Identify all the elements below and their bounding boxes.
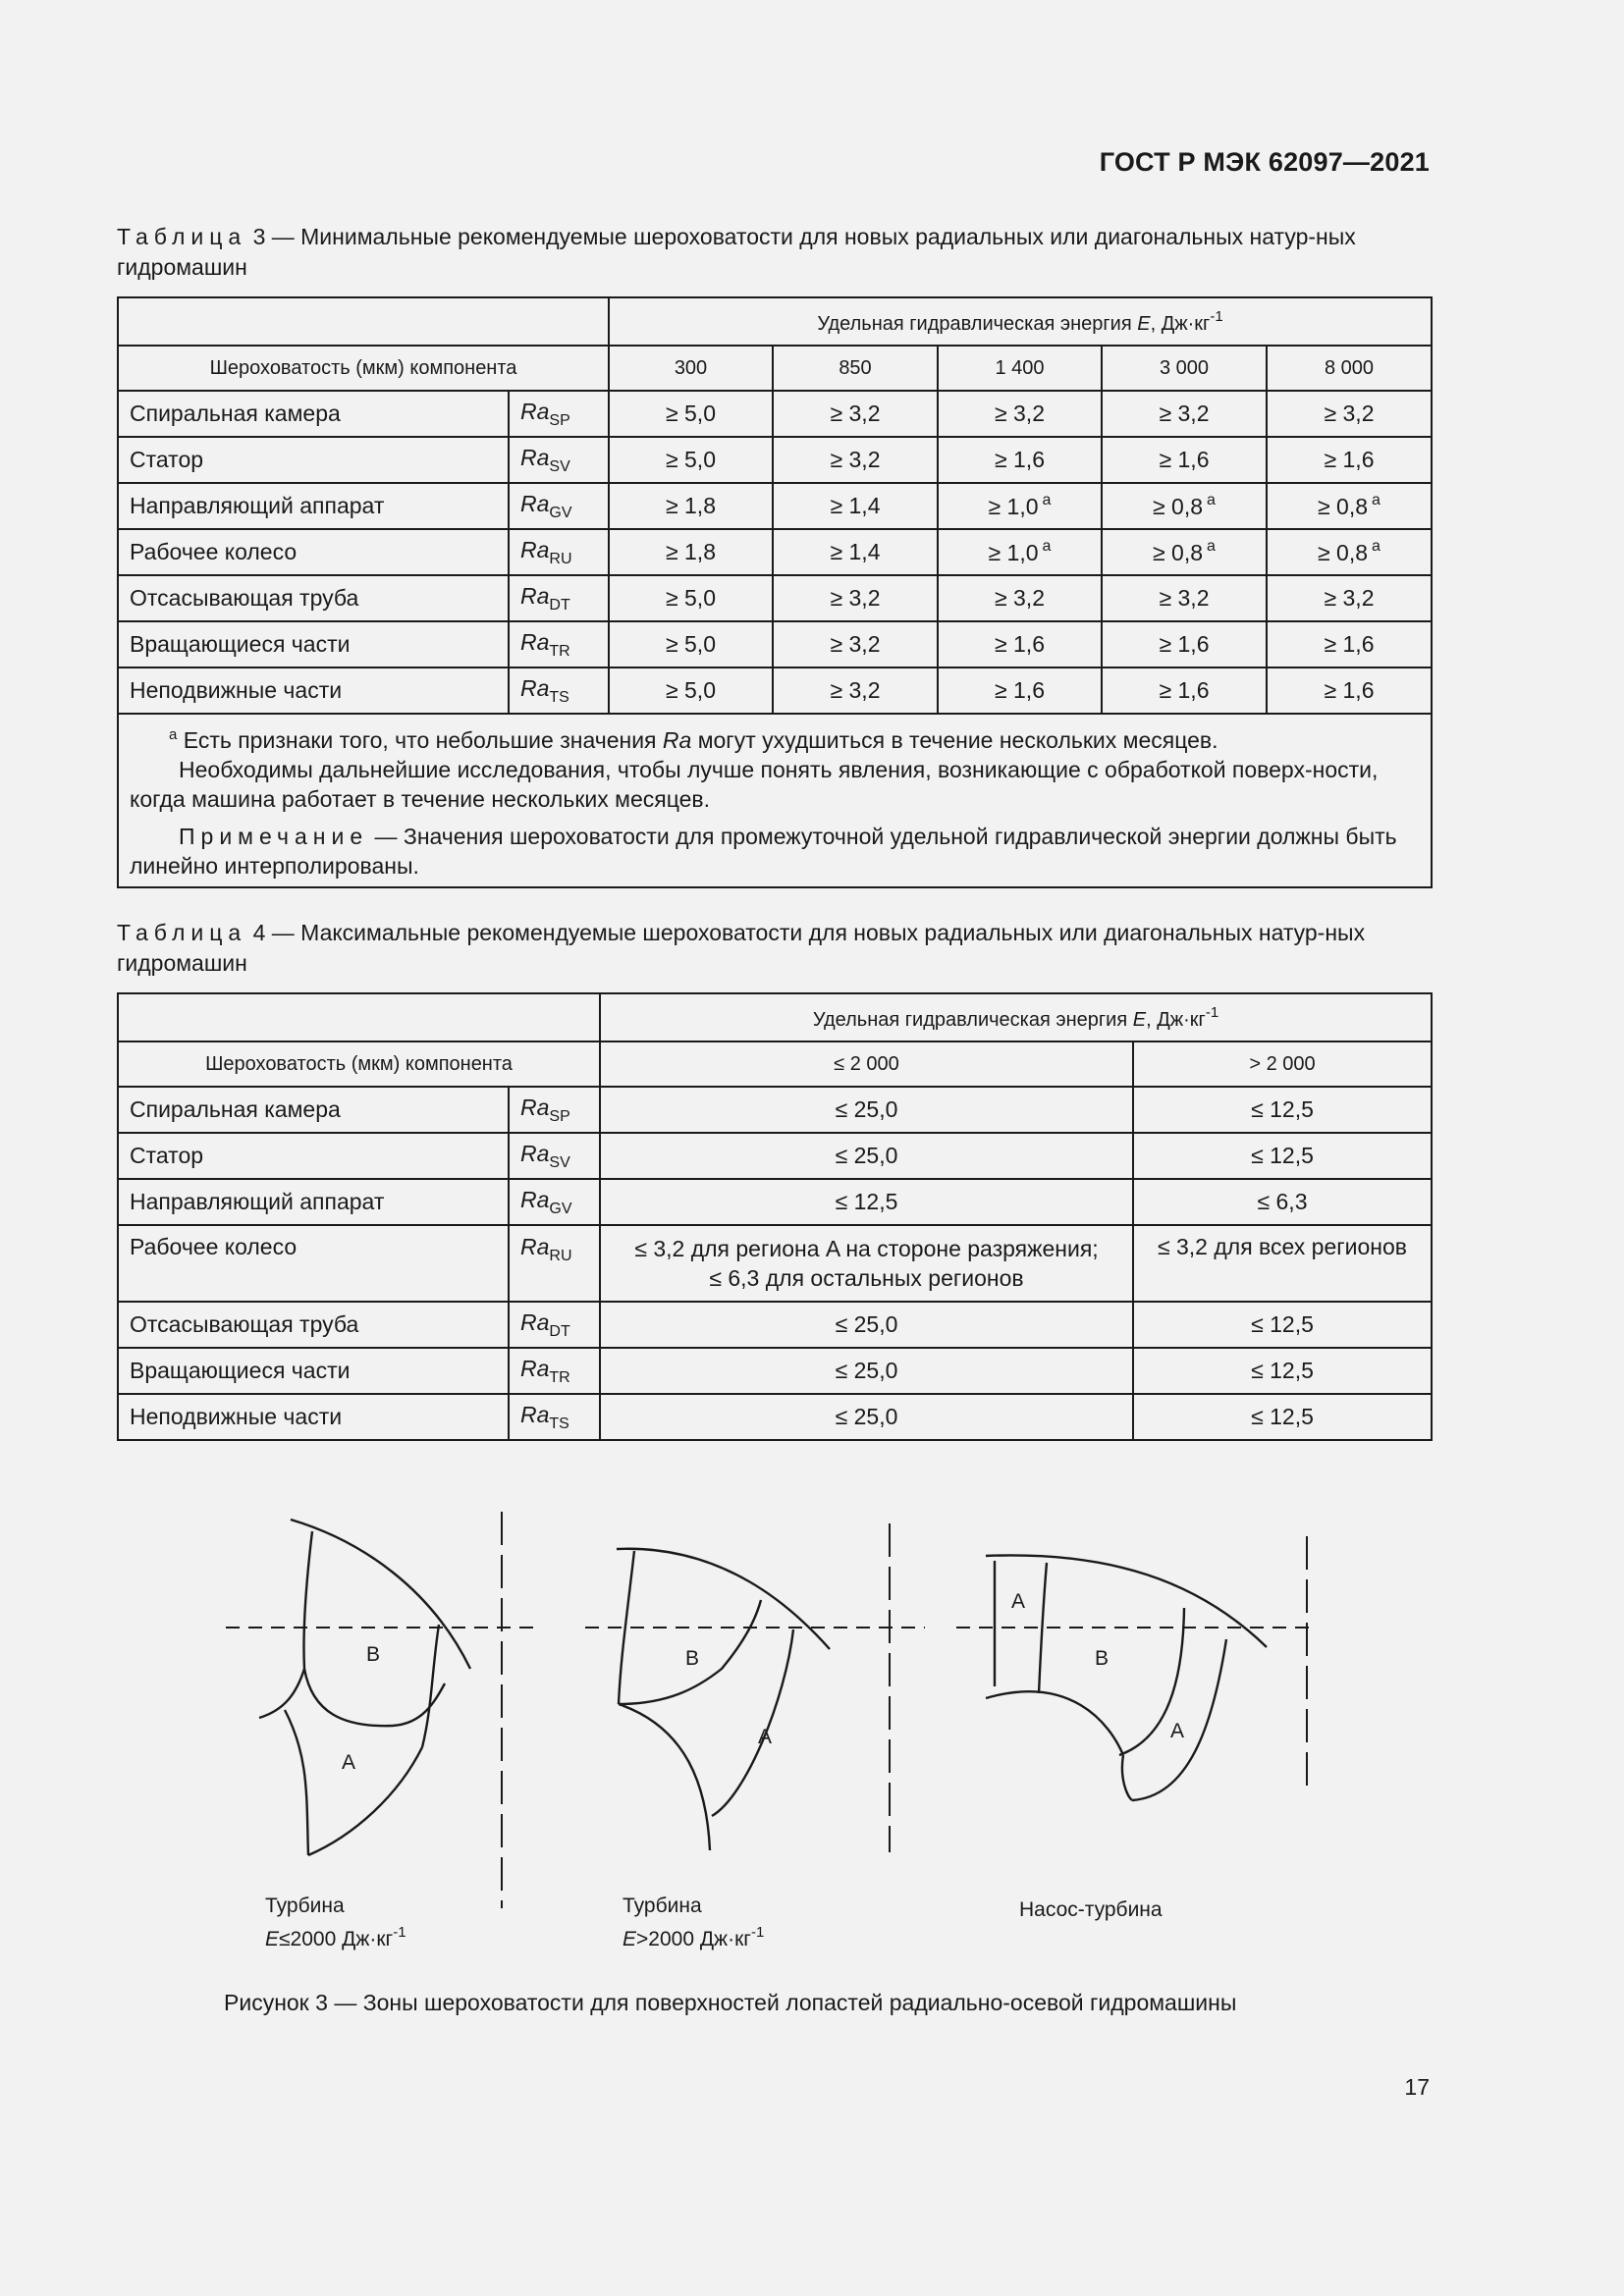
table4 [117, 992, 1433, 1441]
table4-col-header: > 2 000 [1133, 1041, 1432, 1087]
table4-component-name: Статор [118, 1133, 509, 1179]
table3-component-header: Шероховатость (мкм) компонента [118, 346, 609, 391]
table3-value-cell: ≥ 0,8 $^a$ [1102, 483, 1267, 529]
zone-b-label: B [1095, 1647, 1110, 1670]
table3-symbol: $Ra_{SP}$ [509, 391, 609, 437]
table4-component-name: Неподвижные части [118, 1394, 509, 1440]
table3-component-name: Рабочее колесо [118, 529, 509, 575]
table4-caption-lead: Таблица [117, 920, 247, 945]
table3-value-cell: ≥ 1,6 [1267, 667, 1432, 714]
table3-value-cell: ≥ 0,8 $^a$ [1267, 529, 1432, 575]
table3-row [118, 437, 1432, 483]
table4-component-header: Шероховатость (мкм) компонента [118, 1041, 600, 1087]
table4-symbol: $Ra_{SP}$ [509, 1087, 600, 1133]
table3-value-cell: ≥ 1,8 [609, 529, 773, 575]
table3-value-cell: ≥ 3,2 [773, 437, 938, 483]
table3-value-cell: ≥ 1,6 [1102, 437, 1267, 483]
zone-a-label: A [1011, 1590, 1026, 1613]
table3-value-cell: ≥ 3,2 [773, 667, 938, 714]
table3-value-cell: ≥ 0,8 $^a$ [1102, 529, 1267, 575]
table3-footnotes [118, 714, 1432, 887]
table3-symbol: $Ra_{GV}$ [509, 483, 609, 529]
table3-caption [117, 222, 1431, 283]
table3-header-row-1 [118, 297, 1432, 346]
table3-symbol: $Ra_{TS}$ [509, 667, 609, 714]
table4-row [118, 1348, 1432, 1394]
diagram-1-label: Турбина E≤2000 $Дж\cdot кг^{-1}$ [265, 1895, 406, 1950]
table3-value-cell: ≥ 3,2 [938, 391, 1102, 437]
table4-value-cell: ≤ 25,0 [600, 1133, 1133, 1179]
table3 [117, 296, 1433, 888]
table4-caption [117, 918, 1431, 979]
table4-row [118, 1133, 1432, 1179]
table3-value-cell: ≥ 3,2 [1267, 391, 1432, 437]
table3-value-cell: ≥ 5,0 [609, 621, 773, 667]
table3-value-cell: ≥ 0,8 $^a$ [1267, 483, 1432, 529]
table4-symbol: $Ra_{TR}$ [509, 1348, 600, 1394]
table3-value-cell: ≥ 1,4 [773, 483, 938, 529]
zone-b-label: B [685, 1647, 700, 1670]
table4-value-cell: ≤ 12,5 [1133, 1394, 1432, 1440]
table4-value-cell: ≤ 25,0 [600, 1348, 1133, 1394]
footnote-mark: a [1207, 492, 1216, 508]
table3-value-cell: ≥ 3,2 [773, 621, 938, 667]
table4-value-cell: ≤ 3,2 для региона A на стороне разряжения; ≤ 6,3 для остальных регионов [600, 1225, 1133, 1302]
table4-caption-text: 4 — Максимальные рекомендуемые шероховатости для новых радиальных или диагональных натур-ных гидромашин [117, 920, 1366, 976]
table3-value-cell: ≥ 1,6 [1102, 667, 1267, 714]
table3-value-cell: ≥ 1,4 [773, 529, 938, 575]
diagram-3-label: Насос-турбина [1019, 1898, 1163, 1921]
table3-caption-lead: Таблица [117, 224, 247, 249]
table4-header-row-1 [118, 993, 1432, 1041]
table3-energy-header: Удельная гидравлическая энергия E, $Дж\cdot кг^{-1}$ [609, 297, 1432, 346]
document-header: ГОСТ Р МЭК 62097—2021 [1099, 147, 1430, 177]
table3-symbol: $Ra_{SV}$ [509, 437, 609, 483]
table4-row [118, 1394, 1432, 1440]
table3-value-cell: ≥ 3,2 [1102, 391, 1267, 437]
figure-3 [196, 1502, 1375, 1973]
table4-component-name: Вращающиеся части [118, 1348, 509, 1394]
table4-value-cell: ≤ 12,5 [1133, 1087, 1432, 1133]
table3-value-cell: ≥ 1,6 [938, 667, 1102, 714]
table3-value-cell: ≥ 1,6 [1102, 621, 1267, 667]
table3-row [118, 575, 1432, 621]
table3-component-name: Неподвижные части [118, 667, 509, 714]
table3-footnote-2: Необходимы дальнейшие исследования, чтобы лучше понять явления, возникающие с обработкой поверх-ности, когда машина работает в течение нескольких месяцев. [130, 757, 1379, 812]
figure-caption: Рисунок 3 — Зоны шероховатости для поверхностей лопастей радиально-осевой гидромашины [224, 1990, 1237, 2015]
table4-row [118, 1302, 1432, 1348]
table4-symbol: $Ra_{TS}$ [509, 1394, 600, 1440]
table4-value-cell: ≤ 3,2 для всех регионов [1133, 1225, 1432, 1302]
table3-footnotes-row [118, 714, 1432, 887]
table4-symbol: $Ra_{SV}$ [509, 1133, 600, 1179]
table4-value-cell: ≤ 25,0 [600, 1394, 1133, 1440]
table3-value-cell: ≥ 5,0 [609, 437, 773, 483]
table3-symbol: $Ra_{TR}$ [509, 621, 609, 667]
table3-component-name: Спиральная камера [118, 391, 509, 437]
table3-col-header: 8 000 [1267, 346, 1432, 391]
diagram-pump-turbine [956, 1536, 1318, 1800]
table4-value-cell: ≤ 12,5 [1133, 1348, 1432, 1394]
table3-note: Примечание — Значения шероховатости для промежуточной удельной гидравлической энергии должны быть линейно интерполированы. [130, 824, 1397, 879]
table3-value-cell: ≥ 1,0 $^a$ [938, 483, 1102, 529]
table4-component-name: Рабочее колесо [118, 1225, 509, 1302]
table3-component-name: Статор [118, 437, 509, 483]
table3-value-cell: ≥ 3,2 [773, 575, 938, 621]
table3-value-cell: ≥ 3,2 [1102, 575, 1267, 621]
table3-caption-text: 3 — Минимальные рекомендуемые шероховатости для новых радиальных или диагональных натур-ных гидромашин [117, 224, 1356, 280]
table3-col-header: 850 [773, 346, 938, 391]
zone-b-label: B [366, 1643, 381, 1666]
table3-row [118, 483, 1432, 529]
table3-footnote-a: $^a$ Есть признаки того, что небольшие значения Ra могут ухудшиться в течение нескольких месяцев. [169, 726, 1218, 753]
table3-value-cell: ≥ 5,0 [609, 667, 773, 714]
table3-value-cell: ≥ 1,6 [1267, 437, 1432, 483]
table4-row [118, 1087, 1432, 1133]
table3-symbol: $Ra_{DT}$ [509, 575, 609, 621]
table3-symbol: $Ra_{RU}$ [509, 529, 609, 575]
footnote-mark: a [1372, 492, 1380, 508]
zone-a-label: A [1170, 1720, 1185, 1742]
table3-col-header: 3 000 [1102, 346, 1267, 391]
footnote-mark: a [1042, 492, 1052, 508]
table3-header-row-2 [118, 346, 1432, 391]
table4-value-cell: ≤ 12,5 [1133, 1133, 1432, 1179]
diagram-turbine-high [585, 1523, 925, 1852]
table4-component-name: Направляющий аппарат [118, 1179, 509, 1225]
table3-component-name: Направляющий аппарат [118, 483, 509, 529]
table4-component-name: Отсасывающая труба [118, 1302, 509, 1348]
table3-value-cell: ≥ 3,2 [773, 391, 938, 437]
table4-value-cell: ≤ 25,0 [600, 1302, 1133, 1348]
table3-value-cell: ≥ 1,8 [609, 483, 773, 529]
diagram-2-label: Турбина E>2000 $Дж\cdot кг^{-1}$ [623, 1895, 765, 1950]
table4-value-cell: ≤ 12,5 [600, 1179, 1133, 1225]
table4-symbol: $Ra_{RU}$ [509, 1225, 600, 1302]
table4-energy-header: Удельная гидравлическая энергия E, $Дж\cdot кг^{-1}$ [600, 993, 1432, 1041]
table3-col-header: 300 [609, 346, 773, 391]
table4-symbol: $Ra_{DT}$ [509, 1302, 600, 1348]
table3-row [118, 621, 1432, 667]
table4-row [118, 1179, 1432, 1225]
table4-value-cell: ≤ 12,5 [1133, 1302, 1432, 1348]
table4-row [118, 1225, 1432, 1302]
table3-value-cell: ≥ 1,6 [938, 621, 1102, 667]
table3-value-cell: ≥ 1,6 [1267, 621, 1432, 667]
page-number: 17 [1404, 2074, 1430, 2100]
table3-value-cell: ≥ 1,0 $^a$ [938, 529, 1102, 575]
table3-component-name: Вращающиеся части [118, 621, 509, 667]
table3-value-cell: ≥ 5,0 [609, 575, 773, 621]
table3-value-cell: ≥ 1,6 [938, 437, 1102, 483]
table3-col-header: 1 400 [938, 346, 1102, 391]
table3-component-name: Отсасывающая труба [118, 575, 509, 621]
table3-value-cell: ≥ 5,0 [609, 391, 773, 437]
table4-empty-corner [118, 993, 600, 1041]
table4-header-row-2 [118, 1041, 1432, 1087]
table4-value-cell: ≤ 6,3 [1133, 1179, 1432, 1225]
diagram-turbine-low [226, 1512, 542, 1908]
table3-empty-corner [118, 297, 609, 346]
table3-row [118, 529, 1432, 575]
footnote-mark: a [1042, 538, 1052, 555]
zone-a-label: A [758, 1726, 773, 1748]
table3-row [118, 391, 1432, 437]
table3-value-cell: ≥ 3,2 [938, 575, 1102, 621]
table4-col-header: ≤ 2 000 [600, 1041, 1133, 1087]
table3-row [118, 667, 1432, 714]
table4-component-name: Спиральная камера [118, 1087, 509, 1133]
table4-value-cell: ≤ 25,0 [600, 1087, 1133, 1133]
footnote-mark: a [1207, 538, 1216, 555]
footnote-mark: a [1372, 538, 1380, 555]
table4-symbol: $Ra_{GV}$ [509, 1179, 600, 1225]
zone-a-label: A [342, 1751, 356, 1774]
table3-value-cell: ≥ 3,2 [1267, 575, 1432, 621]
